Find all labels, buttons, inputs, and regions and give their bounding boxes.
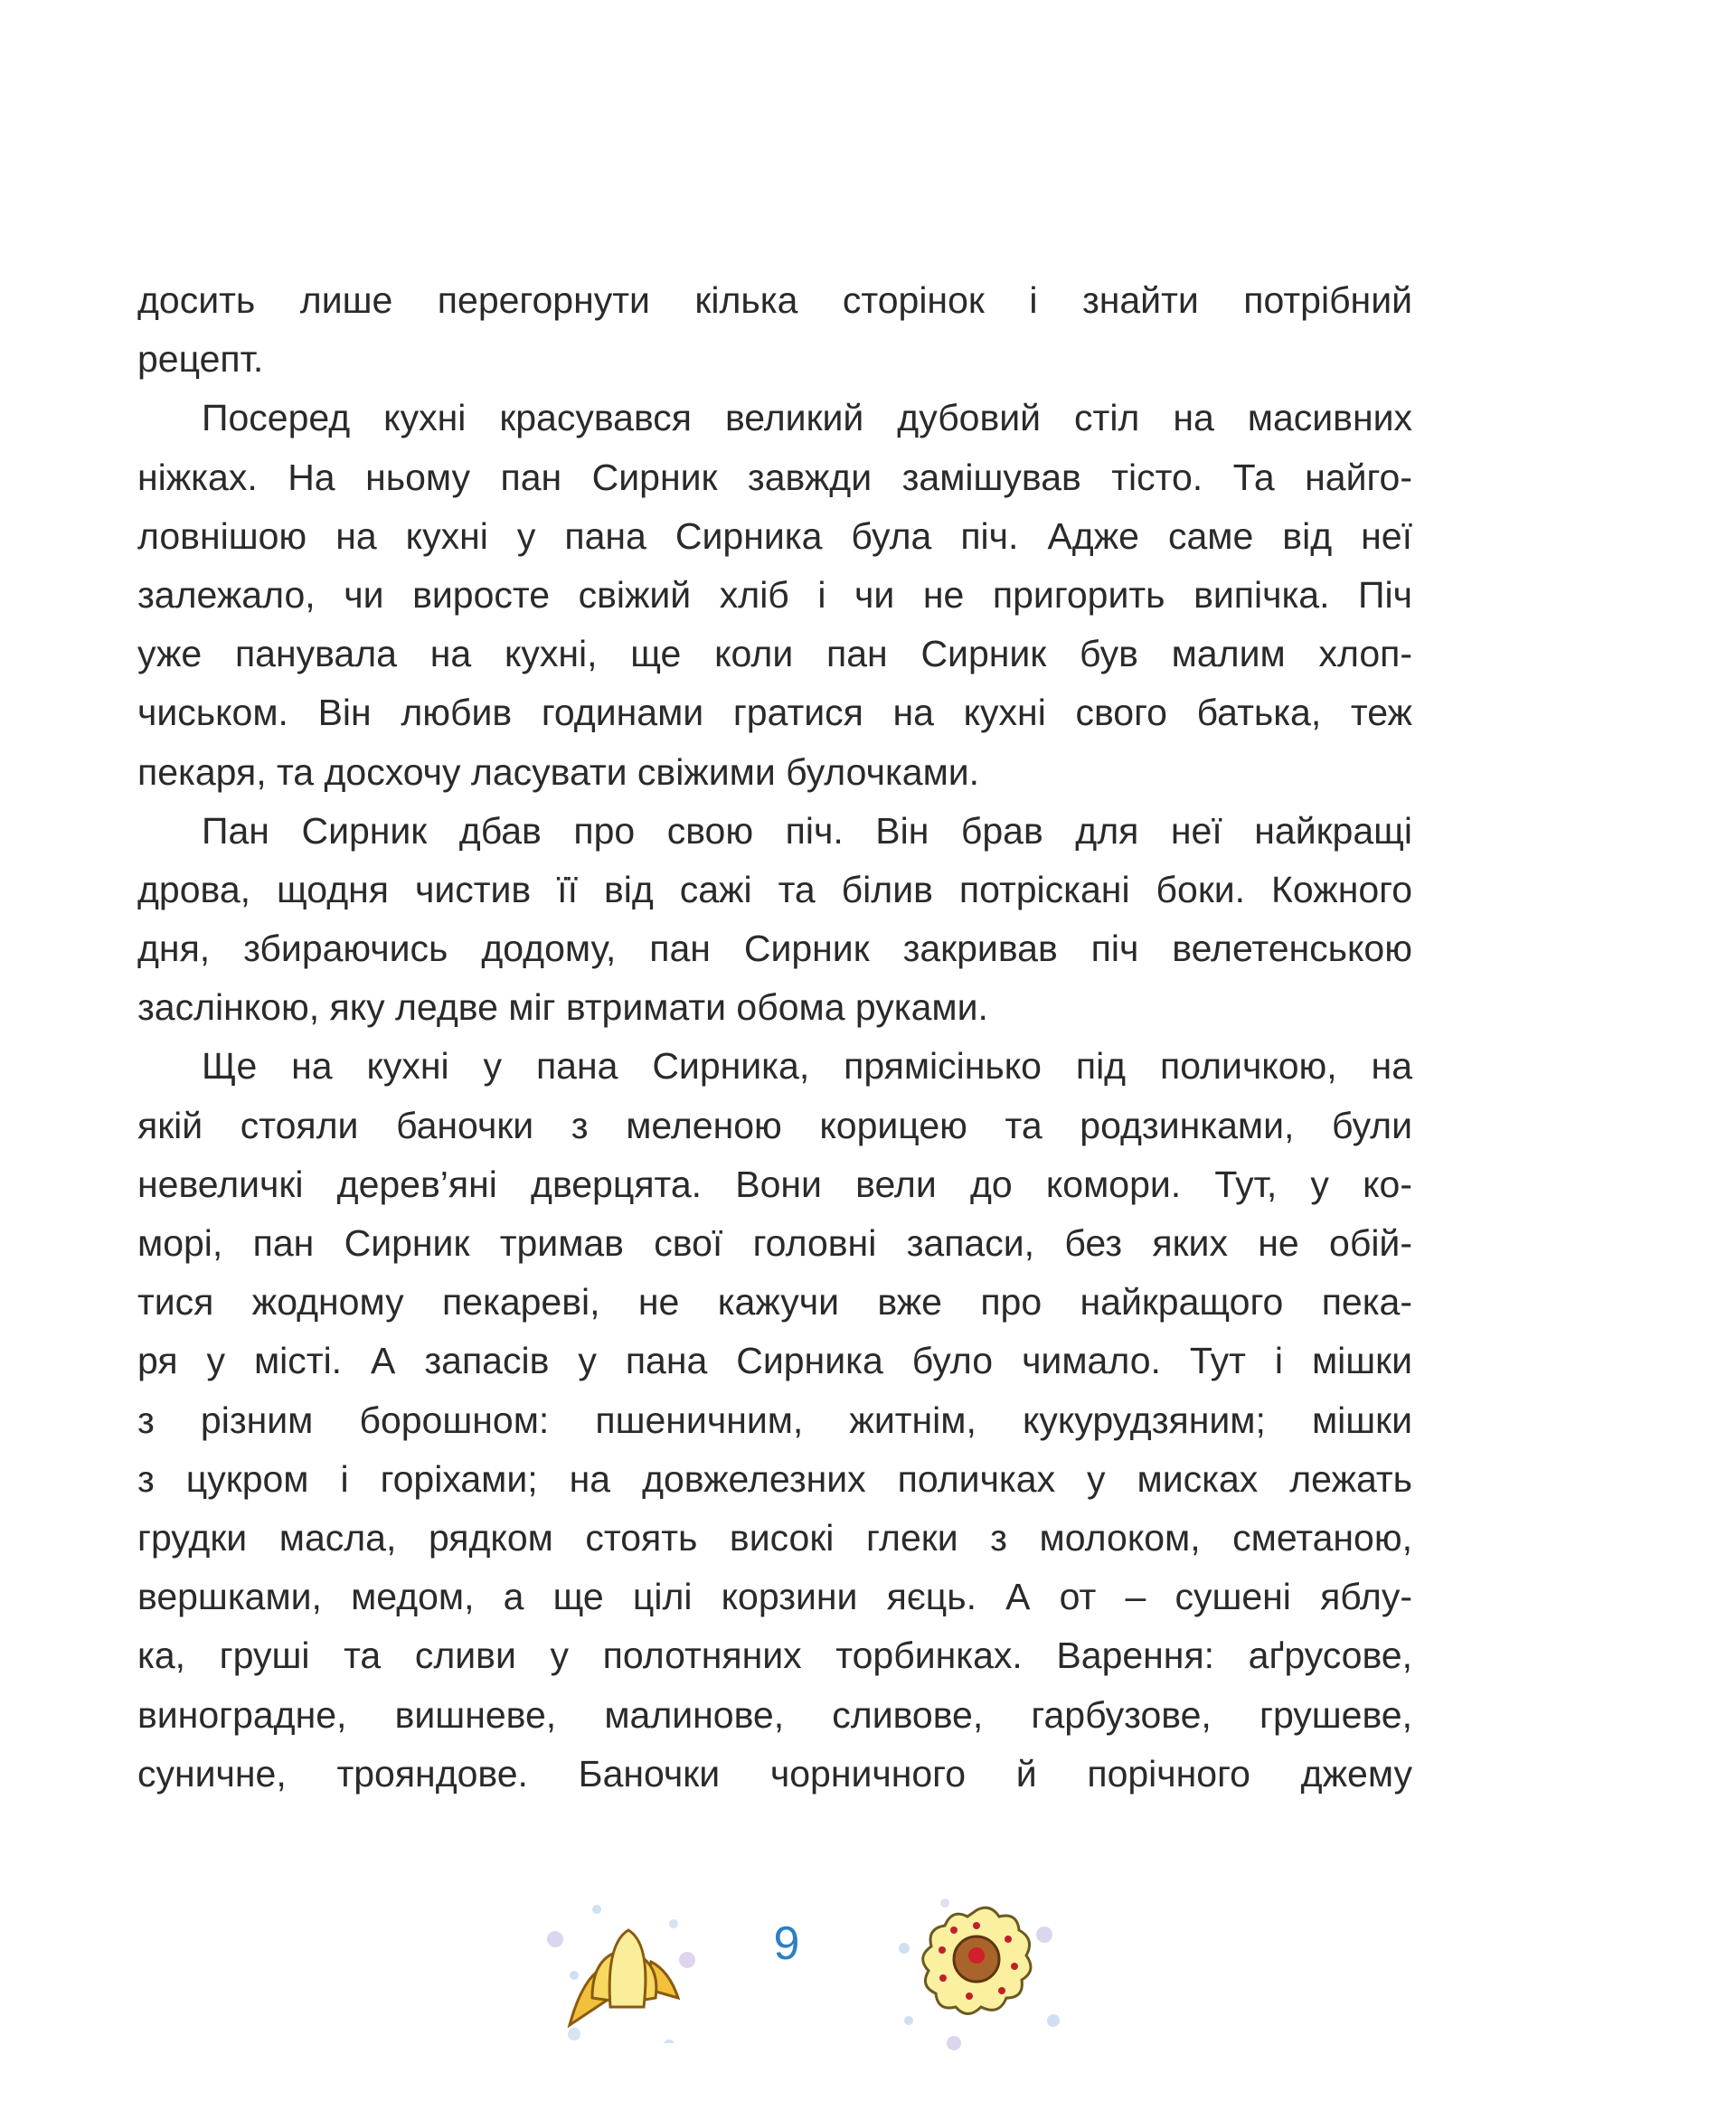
croissant-icon: [542, 1889, 705, 2043]
text-line: заслінкою, яку ледве міг втримати обома руками.: [137, 986, 988, 1029]
text-line: ка, груші та сливи у полотняних торбинках. Варення: аґрусове,: [137, 1635, 1412, 1677]
body-text: [137, 271, 1412, 1804]
text-line: чиськом. Він любив годинами гратися на кухні свого батька, теж: [137, 692, 1412, 734]
text-line: виноградне, вишневе, малинове, сливове, гарбузове, грушеве,: [137, 1693, 1412, 1736]
text-line: з різним борошном: пшеничним, житнім, кукурудзяним; мішки: [137, 1399, 1412, 1441]
text-line: дрова, щодня чистив її від сажі та білив потріскані боки. Кожного: [137, 868, 1412, 910]
text-line: суничне, трояндове. Баночки чорничного й порічного джему: [137, 1752, 1412, 1795]
text-line: якій стояли баночки з меленою корицею та родзинками, були: [137, 1104, 1412, 1146]
text-line: ніжках. На ньому пан Сирник завжди замішував тісто. Та найго-: [137, 456, 1412, 498]
text-line: морі, пан Сирник тримав свої головні запаси, без яких не обій-: [137, 1222, 1412, 1264]
cookie-icon: [882, 1876, 1071, 2057]
text-line: Посеред кухні красувався великий дубовий стіл на масивних: [202, 397, 1412, 439]
text-line: тися жодному пекареві, не кажучи вже про найкращого пека-: [137, 1281, 1412, 1324]
text-line: залежало, чи виросте свіжий хліб і чи не пригорить випічка. Піч: [137, 573, 1412, 616]
text-line: ря у місті. А запасів у пана Сирника було чимало. Тут і мішки: [137, 1340, 1412, 1382]
text-line: уже панувала на кухні, ще коли пан Сирник був малим хлоп-: [137, 633, 1412, 675]
text-line: невеличкі дерев’яні дверцята. Вони вели до комори. Тут, у ко-: [137, 1163, 1412, 1205]
text-line: Пан Сирник дбав про свою піч. Він брав для неї найкращі: [202, 809, 1412, 852]
text-line: з цукром і горіхами; на довжелезних поличках у мисках лежать: [137, 1457, 1412, 1500]
text-line: ловнішою на кухні у пана Сирника була піч. Адже саме від неї: [137, 514, 1412, 557]
text-line: дня, збираючись додому, пан Сирник закривав піч велетенською: [137, 928, 1412, 970]
text-line: грудки масла, рядком стоять високі глеки з молоком, сметаною,: [137, 1516, 1412, 1559]
text-line: Ще на кухні у пана Сирника, прямісінько під поличкою, на: [202, 1045, 1412, 1088]
page-number: 9: [773, 1917, 800, 1970]
text-line: пекаря, та досхочу ласувати свіжими булочками.: [137, 750, 980, 793]
text-line: рецепт.: [137, 338, 264, 381]
text-line: вершками, медом, а ще цілі корзини яєць. А от – сушені яблу-: [137, 1576, 1412, 1618]
text-line: досить лише перегорнути кілька сторінок і знайти потрібний: [137, 279, 1412, 321]
